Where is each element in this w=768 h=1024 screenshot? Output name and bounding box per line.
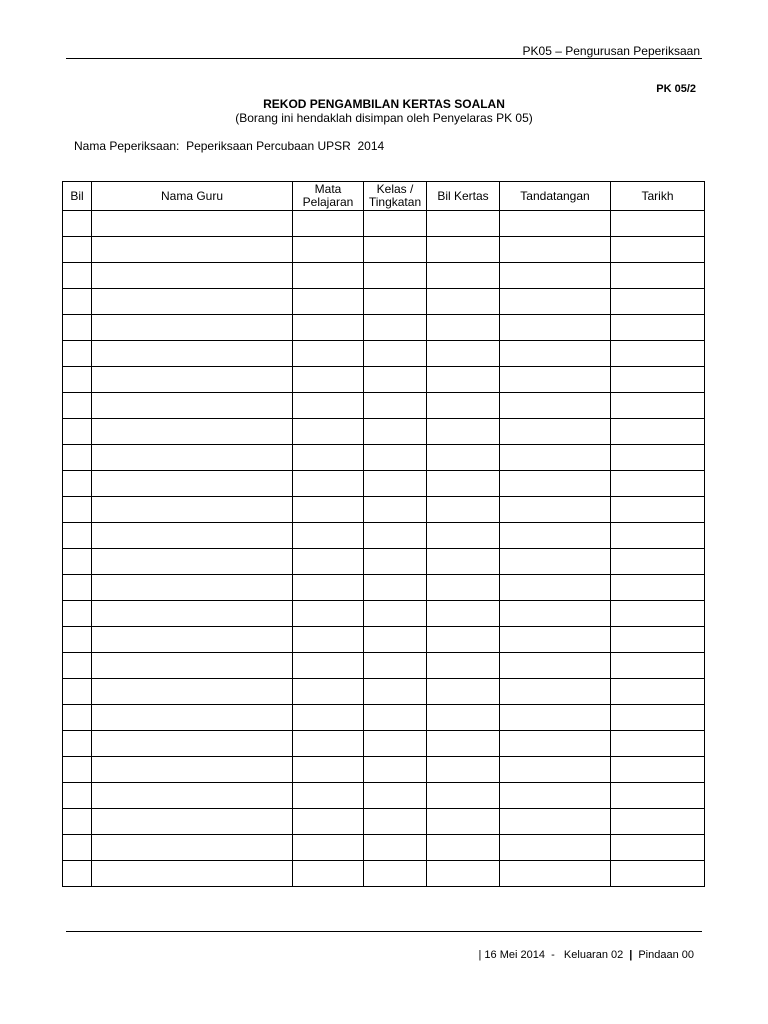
table-row bbox=[63, 237, 705, 263]
table-cell[interactable] bbox=[364, 393, 427, 419]
table-cell[interactable] bbox=[500, 731, 611, 757]
table-row bbox=[63, 211, 705, 237]
table-row bbox=[63, 575, 705, 601]
table-cell[interactable] bbox=[611, 341, 705, 367]
table-cell[interactable] bbox=[500, 835, 611, 861]
col-header-bil-kertas: Bil Kertas bbox=[427, 182, 500, 211]
table-cell[interactable] bbox=[500, 575, 611, 601]
table-row bbox=[63, 627, 705, 653]
table-cell[interactable] bbox=[63, 497, 92, 523]
table-cell[interactable] bbox=[611, 783, 705, 809]
table-cell[interactable] bbox=[500, 679, 611, 705]
table-cell[interactable] bbox=[427, 549, 500, 575]
mata-line-2: Pelajaran bbox=[302, 195, 354, 209]
footer-keluaran: Keluaran 02 bbox=[563, 949, 624, 961]
table-cell[interactable] bbox=[611, 237, 705, 263]
table-cell[interactable] bbox=[63, 445, 92, 471]
table-cell[interactable] bbox=[500, 315, 611, 341]
table-cell[interactable] bbox=[92, 419, 293, 445]
table-cell[interactable] bbox=[293, 341, 364, 367]
table-row bbox=[63, 497, 705, 523]
table-cell[interactable] bbox=[293, 601, 364, 627]
table-cell[interactable] bbox=[293, 263, 364, 289]
table-cell[interactable] bbox=[63, 809, 92, 835]
table-cell[interactable] bbox=[427, 757, 500, 783]
table-cell[interactable] bbox=[92, 809, 293, 835]
table-cell[interactable] bbox=[500, 861, 611, 887]
table-row bbox=[63, 263, 705, 289]
table-cell[interactable] bbox=[500, 523, 611, 549]
table-cell[interactable] bbox=[63, 705, 92, 731]
table-cell[interactable] bbox=[364, 445, 427, 471]
table-cell[interactable] bbox=[364, 575, 427, 601]
table-cell[interactable] bbox=[63, 341, 92, 367]
table-cell[interactable] bbox=[293, 419, 364, 445]
table-cell[interactable] bbox=[63, 263, 92, 289]
table-cell[interactable] bbox=[364, 835, 427, 861]
table-cell[interactable] bbox=[500, 757, 611, 783]
table-cell[interactable] bbox=[611, 445, 705, 471]
table-cell[interactable] bbox=[63, 653, 92, 679]
table-cell[interactable] bbox=[293, 575, 364, 601]
table-cell[interactable] bbox=[293, 731, 364, 757]
table-cell[interactable] bbox=[427, 627, 500, 653]
table-cell[interactable] bbox=[427, 445, 500, 471]
table-cell[interactable] bbox=[92, 783, 293, 809]
table-cell[interactable] bbox=[293, 757, 364, 783]
table-cell[interactable] bbox=[63, 731, 92, 757]
table-cell[interactable] bbox=[364, 809, 427, 835]
table-cell[interactable] bbox=[63, 549, 92, 575]
table-cell[interactable] bbox=[500, 497, 611, 523]
table-cell[interactable] bbox=[92, 237, 293, 263]
table-cell[interactable] bbox=[364, 471, 427, 497]
table-cell[interactable] bbox=[427, 315, 500, 341]
col-header-kelas-tingkatan bbox=[364, 182, 427, 211]
table-cell[interactable] bbox=[611, 263, 705, 289]
table-cell[interactable] bbox=[293, 679, 364, 705]
table-row bbox=[63, 367, 705, 393]
table-cell[interactable] bbox=[427, 289, 500, 315]
table-cell[interactable] bbox=[92, 263, 293, 289]
table-cell[interactable] bbox=[63, 627, 92, 653]
table-cell[interactable] bbox=[92, 627, 293, 653]
table-cell[interactable] bbox=[427, 835, 500, 861]
page-header: PK05 – Pengurusan Peperiksaan bbox=[522, 44, 700, 58]
table-row bbox=[63, 315, 705, 341]
table-cell[interactable] bbox=[500, 237, 611, 263]
table-row bbox=[63, 289, 705, 315]
table-cell[interactable] bbox=[63, 367, 92, 393]
table-cell[interactable] bbox=[611, 809, 705, 835]
table-row bbox=[63, 809, 705, 835]
table-cell[interactable] bbox=[63, 419, 92, 445]
table-row bbox=[63, 419, 705, 445]
kelas-line-1: Kelas / bbox=[376, 182, 414, 196]
table-row bbox=[63, 679, 705, 705]
table-cell[interactable] bbox=[427, 367, 500, 393]
table-cell[interactable] bbox=[427, 861, 500, 887]
table-cell[interactable] bbox=[293, 835, 364, 861]
table-cell[interactable] bbox=[427, 263, 500, 289]
table-cell[interactable] bbox=[611, 601, 705, 627]
table-cell[interactable] bbox=[293, 445, 364, 471]
table-cell[interactable] bbox=[427, 471, 500, 497]
table-cell[interactable] bbox=[364, 341, 427, 367]
table-cell[interactable] bbox=[92, 445, 293, 471]
table-cell[interactable] bbox=[293, 211, 364, 237]
table-cell[interactable] bbox=[63, 237, 92, 263]
table-cell[interactable] bbox=[500, 627, 611, 653]
table-cell[interactable] bbox=[500, 419, 611, 445]
table-cell[interactable] bbox=[293, 783, 364, 809]
table-cell[interactable] bbox=[611, 393, 705, 419]
table-cell[interactable] bbox=[500, 289, 611, 315]
table-cell[interactable] bbox=[611, 471, 705, 497]
mata-line-1: Mata bbox=[314, 182, 342, 196]
table-cell[interactable] bbox=[92, 835, 293, 861]
table-cell[interactable] bbox=[293, 809, 364, 835]
document-subtitle: (Borang ini hendaklah disimpan oleh Penyelaras PK 05) bbox=[235, 111, 533, 125]
table-cell[interactable] bbox=[611, 705, 705, 731]
table-cell[interactable] bbox=[611, 861, 705, 887]
table-cell[interactable] bbox=[611, 653, 705, 679]
table-cell[interactable] bbox=[611, 731, 705, 757]
table-cell[interactable] bbox=[611, 679, 705, 705]
table-cell[interactable] bbox=[92, 367, 293, 393]
table-cell[interactable] bbox=[500, 341, 611, 367]
table-cell[interactable] bbox=[63, 289, 92, 315]
table-cell[interactable] bbox=[427, 497, 500, 523]
table-cell[interactable] bbox=[63, 601, 92, 627]
table-header-row bbox=[63, 182, 705, 211]
table-cell[interactable] bbox=[500, 393, 611, 419]
table-cell[interactable] bbox=[364, 549, 427, 575]
table-cell[interactable] bbox=[92, 861, 293, 887]
table-row bbox=[63, 445, 705, 471]
table-cell[interactable] bbox=[427, 731, 500, 757]
table-cell[interactable] bbox=[63, 211, 92, 237]
exam-name-line bbox=[74, 139, 384, 153]
kelas-line-2: Tingkatan bbox=[368, 195, 422, 209]
table-row bbox=[63, 601, 705, 627]
table-cell[interactable] bbox=[364, 861, 427, 887]
table-cell[interactable] bbox=[364, 653, 427, 679]
table-cell[interactable] bbox=[92, 211, 293, 237]
table-cell[interactable] bbox=[92, 575, 293, 601]
table-cell[interactable] bbox=[427, 809, 500, 835]
table-cell[interactable] bbox=[364, 263, 427, 289]
col-header-bil: Bil bbox=[63, 182, 92, 211]
table-cell[interactable] bbox=[364, 367, 427, 393]
table-row bbox=[63, 835, 705, 861]
table-cell[interactable] bbox=[92, 341, 293, 367]
col-header-tarikh: Tarikh bbox=[611, 182, 705, 211]
table-cell[interactable] bbox=[364, 497, 427, 523]
footer-pindaan: Pindaan 00 bbox=[638, 949, 694, 961]
table-cell[interactable] bbox=[293, 289, 364, 315]
table-cell[interactable] bbox=[293, 315, 364, 341]
table-cell[interactable] bbox=[364, 523, 427, 549]
table-cell[interactable] bbox=[500, 549, 611, 575]
page-footer bbox=[479, 949, 694, 961]
table-row bbox=[63, 783, 705, 809]
table-cell[interactable] bbox=[611, 757, 705, 783]
table-cell[interactable] bbox=[427, 705, 500, 731]
table-cell[interactable] bbox=[427, 679, 500, 705]
table-cell[interactable] bbox=[500, 601, 611, 627]
table-cell[interactable] bbox=[611, 497, 705, 523]
footer-date: | 16 Mei 2014 - bbox=[478, 949, 555, 961]
table-cell[interactable] bbox=[611, 575, 705, 601]
table-row bbox=[63, 393, 705, 419]
table-row bbox=[63, 705, 705, 731]
table-cell[interactable] bbox=[92, 289, 293, 315]
table-cell[interactable] bbox=[92, 757, 293, 783]
table-cell[interactable] bbox=[427, 601, 500, 627]
table-cell[interactable] bbox=[364, 627, 427, 653]
table-cell[interactable] bbox=[92, 653, 293, 679]
col-header-mata-pelajaran bbox=[293, 182, 364, 211]
table-cell[interactable] bbox=[611, 549, 705, 575]
table-cell[interactable] bbox=[611, 627, 705, 653]
table-cell[interactable] bbox=[92, 471, 293, 497]
table-cell[interactable] bbox=[500, 783, 611, 809]
table-cell[interactable] bbox=[611, 211, 705, 237]
table-cell[interactable] bbox=[92, 679, 293, 705]
table-row bbox=[63, 653, 705, 679]
table-cell[interactable] bbox=[500, 367, 611, 393]
table-cell[interactable] bbox=[611, 835, 705, 861]
table-body bbox=[63, 211, 705, 887]
table-cell[interactable] bbox=[611, 367, 705, 393]
table-cell[interactable] bbox=[427, 419, 500, 445]
table-cell[interactable] bbox=[500, 263, 611, 289]
table-cell[interactable] bbox=[293, 393, 364, 419]
table-cell[interactable] bbox=[500, 809, 611, 835]
table-cell[interactable] bbox=[92, 731, 293, 757]
document-title: REKOD PENGAMBILAN KERTAS SOALAN bbox=[263, 97, 505, 111]
table-cell[interactable] bbox=[427, 575, 500, 601]
table-cell[interactable] bbox=[364, 315, 427, 341]
table-cell[interactable] bbox=[63, 471, 92, 497]
table-cell[interactable] bbox=[364, 731, 427, 757]
footer-divider bbox=[66, 931, 702, 932]
table-cell[interactable] bbox=[364, 289, 427, 315]
table-row bbox=[63, 861, 705, 887]
table-cell[interactable] bbox=[63, 835, 92, 861]
table-cell[interactable] bbox=[427, 783, 500, 809]
table-cell[interactable] bbox=[92, 315, 293, 341]
table-cell[interactable] bbox=[293, 523, 364, 549]
table-cell[interactable] bbox=[63, 783, 92, 809]
table-cell[interactable] bbox=[293, 471, 364, 497]
table-cell[interactable] bbox=[92, 393, 293, 419]
exam-name-label: Nama Peperiksaan: bbox=[74, 139, 180, 153]
table-cell[interactable] bbox=[500, 211, 611, 237]
table-cell[interactable] bbox=[611, 315, 705, 341]
table-cell[interactable] bbox=[63, 861, 92, 887]
table-cell[interactable] bbox=[63, 575, 92, 601]
table-row bbox=[63, 549, 705, 575]
table-cell[interactable] bbox=[364, 211, 427, 237]
table-cell[interactable] bbox=[92, 497, 293, 523]
footer-separator: | bbox=[629, 949, 633, 961]
table-cell[interactable] bbox=[364, 419, 427, 445]
table-cell[interactable] bbox=[92, 601, 293, 627]
header-divider bbox=[66, 58, 702, 59]
table-cell[interactable] bbox=[293, 367, 364, 393]
table-cell[interactable] bbox=[427, 523, 500, 549]
table-cell[interactable] bbox=[293, 653, 364, 679]
table-cell[interactable] bbox=[427, 393, 500, 419]
table-cell[interactable] bbox=[500, 705, 611, 731]
table-cell[interactable] bbox=[427, 211, 500, 237]
table-cell[interactable] bbox=[364, 783, 427, 809]
table-cell[interactable] bbox=[427, 653, 500, 679]
table-cell[interactable] bbox=[293, 861, 364, 887]
table-cell[interactable] bbox=[364, 757, 427, 783]
table-cell[interactable] bbox=[364, 679, 427, 705]
table-cell[interactable] bbox=[293, 237, 364, 263]
table-cell[interactable] bbox=[427, 341, 500, 367]
table-cell[interactable] bbox=[500, 653, 611, 679]
table-cell[interactable] bbox=[500, 471, 611, 497]
table-cell[interactable] bbox=[611, 523, 705, 549]
table-cell[interactable] bbox=[63, 679, 92, 705]
table-cell[interactable] bbox=[293, 705, 364, 731]
table-row bbox=[63, 471, 705, 497]
table-cell[interactable] bbox=[611, 289, 705, 315]
table-cell[interactable] bbox=[364, 601, 427, 627]
table-row bbox=[63, 757, 705, 783]
table-cell[interactable] bbox=[92, 705, 293, 731]
table-cell[interactable] bbox=[364, 705, 427, 731]
table-cell[interactable] bbox=[611, 419, 705, 445]
table-row bbox=[63, 523, 705, 549]
table-cell[interactable] bbox=[293, 549, 364, 575]
document-code: PK 05/2 bbox=[656, 83, 696, 95]
table-cell[interactable] bbox=[500, 445, 611, 471]
table-cell[interactable] bbox=[92, 523, 293, 549]
table-row bbox=[63, 341, 705, 367]
record-table bbox=[62, 181, 705, 887]
table-cell[interactable] bbox=[63, 393, 92, 419]
table-cell[interactable] bbox=[63, 757, 92, 783]
table-row bbox=[63, 731, 705, 757]
col-header-tandatangan: Tandatangan bbox=[500, 182, 611, 211]
table-cell[interactable] bbox=[427, 237, 500, 263]
table-cell[interactable] bbox=[364, 237, 427, 263]
table-cell[interactable] bbox=[293, 497, 364, 523]
table-cell[interactable] bbox=[293, 627, 364, 653]
col-header-nama-guru: Nama Guru bbox=[92, 182, 293, 211]
table-cell[interactable] bbox=[92, 549, 293, 575]
exam-name-value: Peperiksaan Percubaan UPSR 2014 bbox=[186, 139, 385, 153]
table-cell[interactable] bbox=[63, 315, 92, 341]
table-cell[interactable] bbox=[63, 523, 92, 549]
